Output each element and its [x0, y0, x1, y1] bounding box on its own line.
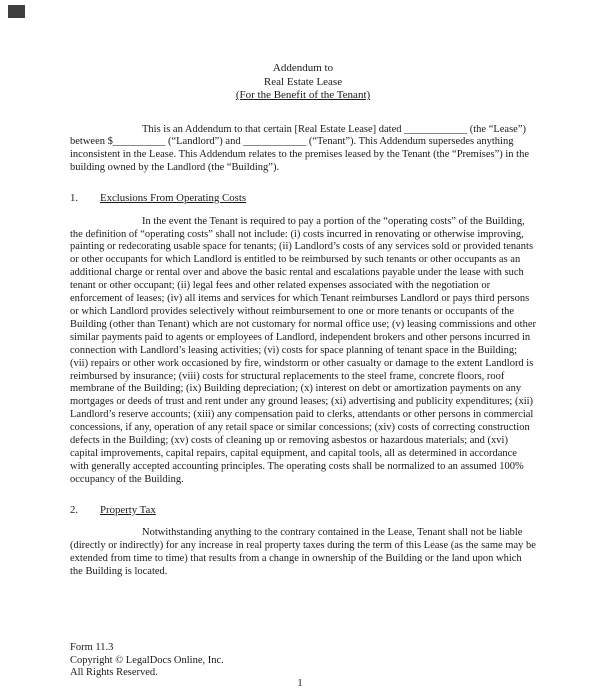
document-footer	[70, 642, 224, 680]
title-line-1: Addendum to	[272, 62, 334, 74]
section-1-title: Exclusions From Operating Costs	[100, 192, 247, 205]
section-2-heading	[70, 504, 536, 517]
document-title	[70, 62, 536, 103]
intro-paragraph: This is an Addendum to that certain [Real Estate Lease] dated ____________ (the “Lease”) between $__________ (“Landlord”) and ____________ (“Tenant”). This Addendum supersedes anything inconsistent in the Lease. This Addendum relates to the premises leased by the Tenant (the “Premises”) in the building owned by the Landlord (the “Building”).	[70, 123, 530, 174]
title-line-3: (For the Benefit of the Tenant)	[235, 89, 371, 101]
document-content	[70, 0, 536, 589]
footer-form-number: Form 11.3	[70, 642, 114, 653]
footer-rights: All Rights Reserved.	[70, 667, 158, 679]
section-1-heading	[70, 192, 536, 205]
section-1-number: 1.	[70, 192, 79, 205]
footer-copyright: Copyright © LegalDocs Online, Inc.	[70, 654, 224, 666]
corner-artifact	[8, 5, 25, 18]
section-1-body: In the event the Tenant is required to pay a portion of the “operating costs” of the Building, the definition of “operating costs” shall not include: (i) costs incurred in renovating or otherwise improving, painting or redecorating usable space for tenants; (ii) Landlord’s costs of any services sold or provided tenants or other occupants for which Landlord is entitled to be reimbursed by such tenants or other occupants as an additional charge or rental over and above the basic rental and escalations payable under the lease with such tenant or other occupant; (ii) legal fees and other related expenses associated with the negotiation or enforcement of leases; (iv) all items and services for which Tenant reimburses Landlord or pays third persons or which Landlord provides selectively without reimbursement to one or more tenants or occupants of the Building (other than Tenant) which are not customary for normal office use; (v) leasing commissions and other similar payments paid to agents or employees of Landlord, independent brokers and other persons incurred in connection with Landlord’s leasing activities; (vi) costs for space planning of tenant space in the Building; (vii) repairs or other work occasioned by fire, windstorm or other casualty or damage to the extent Landlord is reimbursed by insurance; (viii) costs for structural replacements to the steel frame, concrete floors, roof membrane of the Building; (ix) Building depreciation; (x) interest on debt or amortization payments on any mortgages or deeds of trust and rent under any ground leases; (xi) advertising and publicity expenditures; (xii) Landlord’s reserve accounts; (xiii) any compensation paid to clerks, attendants or other persons in commercial concessions, if any, operation of any retail space or similar concessions; (xiv) costs of correcting construction defects in the Building; (xv) costs of cleaning up or removing asbestos or hazardous materials; and (xvi) capital improvements, capital repairs, capital equipment, and capital tools, all as determined in accordance with generally accepted accounting principles. The operating costs shall be normalized to an assumed 100% occupancy of the Building.	[70, 215, 537, 485]
page-number: 1	[297, 678, 303, 689]
section-2-number: 2.	[70, 503, 79, 516]
section-2-body: Notwithstanding anything to the contrary contained in the Lease, Tenant shall not be liable (directly or indirectly) for any increase in real property taxes during the term of this Lease (as the same may be extended from time to time) that results from a change in ownership of the Building or the land upon which the Building is located.	[70, 527, 536, 577]
title-line-2: Real Estate Lease	[263, 75, 343, 88]
section-2-title: Property Tax	[100, 503, 156, 516]
